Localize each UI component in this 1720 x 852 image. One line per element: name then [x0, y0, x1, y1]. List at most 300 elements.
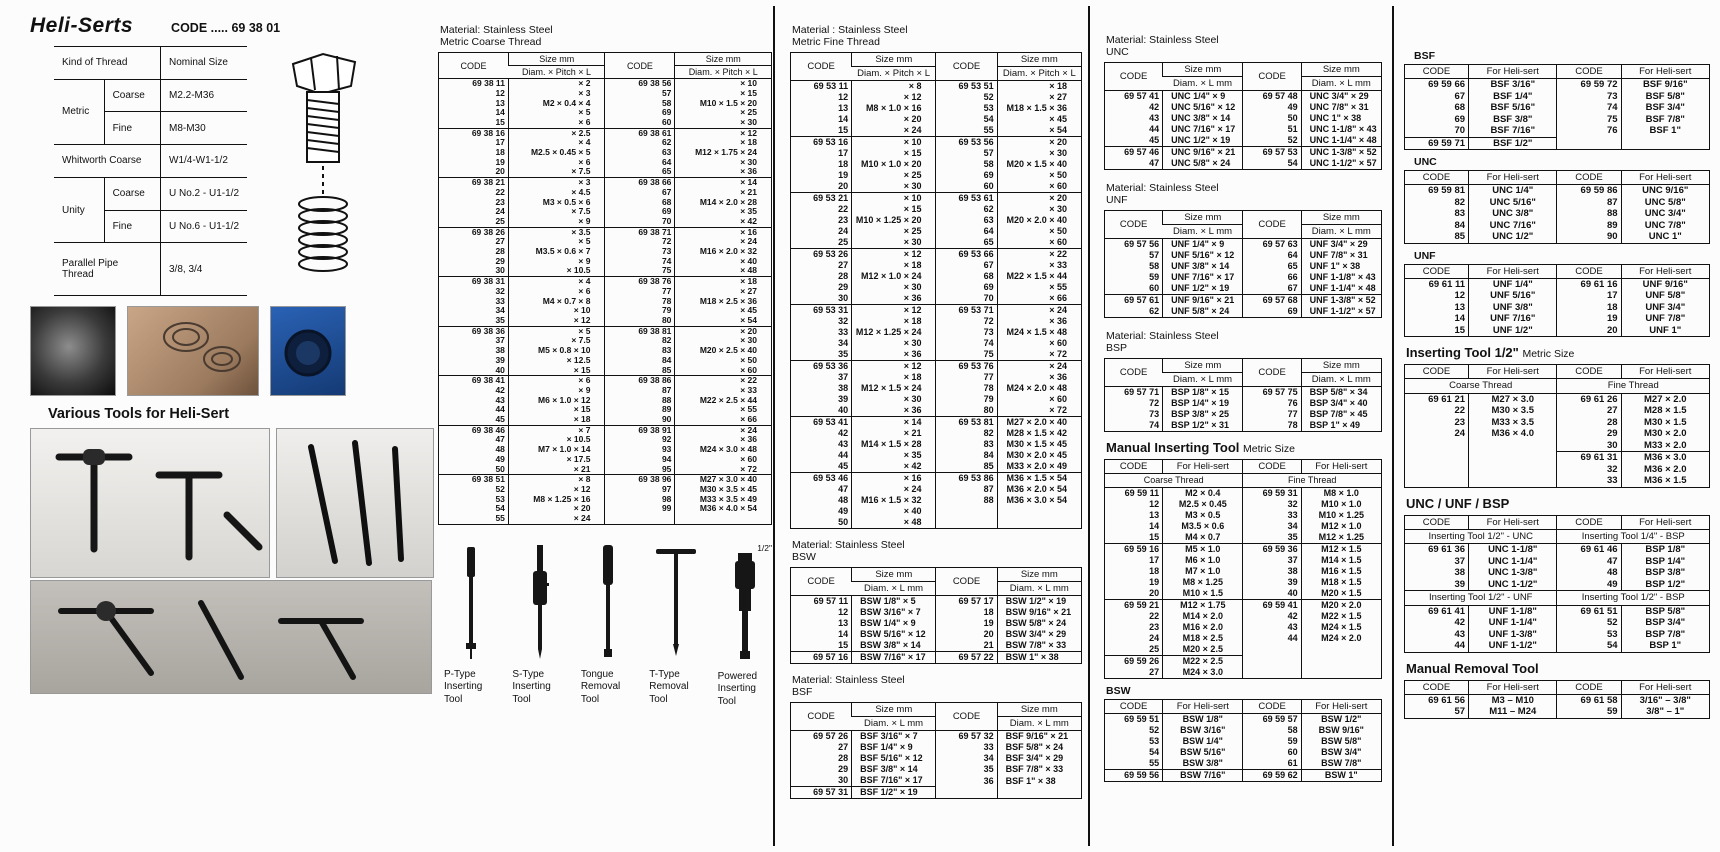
code-cell: 69 61 58: [1557, 694, 1621, 706]
code-cell: 69 53 81: [936, 417, 997, 429]
column-header: For Heli-sert: [1621, 365, 1709, 379]
size-cell: × 16: [675, 227, 772, 237]
size-cell: × 6: [508, 118, 605, 128]
size-cell: 3/8, 3/4: [161, 243, 248, 296]
size-cell: BSW 5/16": [1163, 747, 1243, 758]
code-cell: 29: [1557, 428, 1621, 440]
size-cell: M30 × 3.5: [1469, 405, 1557, 417]
size-cell: BSF 3/4" × 29: [997, 753, 1081, 764]
size-cell: BSF 7/8" × 33: [997, 764, 1081, 775]
column-header: Diam. × L mm: [997, 717, 1081, 731]
code-cell: 14: [1454, 313, 1466, 324]
code-cell: 14: [1149, 521, 1160, 532]
code-cell: 99: [605, 504, 675, 514]
size-cell: × 54: [997, 125, 1081, 137]
size-cell: × 40: [675, 257, 772, 267]
column-header: For Heli-sert: [1469, 65, 1557, 79]
size-cell: UNF 1/2" × 19: [1163, 283, 1243, 295]
bsw-table: [790, 567, 1082, 664]
size-cell: M14 × 2.0: [1163, 611, 1243, 622]
size-cell: × 12: [852, 361, 936, 373]
size-cell: M2.2-M36: [161, 79, 248, 112]
data-table: [790, 567, 1082, 664]
thread-kind-cell: Whitworth Coarse: [54, 145, 161, 178]
column-header: Diam. × Pitch × L: [675, 66, 772, 79]
size-cell: UNF 5/8": [1621, 290, 1709, 302]
column-header: Size mm: [1163, 359, 1243, 373]
size-cell: UNC 1-1/4" × 48: [1301, 135, 1381, 147]
t-type-removal-tool-icon: [654, 543, 698, 661]
code-cell: 45: [1149, 135, 1160, 146]
code-cell: 69 38 41: [439, 376, 509, 386]
code-cell: 70: [936, 293, 997, 305]
size-cell: × 30: [852, 394, 936, 405]
column-header: CODE: [1405, 264, 1469, 278]
code-cell: 57: [1454, 706, 1466, 717]
unc-unf-bsp-section: [1104, 34, 1382, 782]
code-cell: 69 38 16: [439, 128, 509, 138]
code-cell: 43: [1454, 628, 1466, 640]
code-cell: 37: [1243, 555, 1301, 566]
code-cell: 18: [838, 159, 849, 170]
size-cell: × 10: [508, 306, 605, 316]
code-cell: 59: [1243, 736, 1301, 747]
column-header: CODE: [1557, 264, 1621, 278]
size-cell: M3.5 × 0.6 × 7: [508, 247, 605, 257]
size-cell: UNF 7/16": [1469, 313, 1557, 325]
size-cell: × 21: [675, 188, 772, 198]
tool-set-photo-2: [276, 428, 434, 578]
code-cell: 69 38 96: [605, 475, 675, 485]
code-cell: 75: [936, 349, 997, 361]
size-cell: × 5: [508, 237, 605, 247]
column-header: For Heli-sert: [1469, 171, 1557, 185]
code-cell: 17: [838, 148, 849, 159]
size-cell: M27 × 2.0: [1621, 393, 1709, 405]
code-cell: [936, 517, 997, 529]
size-cell: BSW 1/4": [1163, 736, 1243, 747]
data-table: [1104, 210, 1382, 318]
code-cell: 69 57 11: [791, 596, 852, 608]
size-cell: UNF 1/4": [1469, 278, 1557, 290]
size-cell: BSP 3/4" × 40: [1301, 398, 1381, 409]
code-cell: 69 38 91: [605, 425, 675, 435]
code-cell: 20: [1149, 588, 1160, 599]
code-cell: 69: [936, 282, 997, 293]
code-cell: 69 57 63: [1243, 239, 1301, 251]
code-cell: 22: [1149, 611, 1160, 622]
code-cell: 82: [605, 336, 675, 346]
size-cell: × 24: [852, 484, 936, 495]
size-cell: × 36: [852, 293, 936, 305]
code-cell: 84: [605, 356, 675, 366]
thread-type-title: UNF: [1106, 194, 1128, 207]
code-cell: 69 59 26: [1105, 656, 1163, 668]
code-cell: 27: [1149, 667, 1160, 678]
size-cell: M36 × 4.0 × 54: [675, 504, 772, 514]
code-cell: 62: [936, 204, 997, 215]
code-cell: 69 53 66: [936, 249, 997, 261]
code-cell: 54: [936, 114, 997, 125]
size-cell: BSW 7/8": [1301, 758, 1381, 770]
code-cell: 52: [936, 92, 997, 103]
code-cell: 69: [936, 170, 997, 181]
size-cell: BSP 1/8" × 15: [1163, 387, 1243, 399]
column-header: Size mm: [997, 53, 1081, 67]
code-cell: 20: [1557, 325, 1621, 337]
size-cell: M14 × 1.5 × 28: [852, 439, 936, 450]
code-cell: 60: [1149, 283, 1160, 294]
band-title: Inserting Tool 1/2" - BSP: [1557, 591, 1710, 606]
code-cell: 67: [605, 188, 675, 198]
size-cell: × 42: [852, 461, 936, 473]
code-cell: 27: [1557, 405, 1621, 417]
column-header: CODE: [1557, 365, 1621, 379]
size-cell: BSF 5/8": [1621, 91, 1709, 103]
unc-table: [1104, 62, 1382, 170]
size-cell: BSF 7/16" × 17: [852, 775, 936, 787]
code-cell: 77: [1243, 409, 1301, 420]
code-cell: 69 57 48: [1243, 91, 1301, 103]
size-cell: × 18: [997, 81, 1081, 93]
code-cell: 39: [1454, 578, 1466, 590]
size-cell: M20 × 2.0 × 40: [997, 215, 1081, 226]
code-cell: 33: [1557, 475, 1621, 487]
material-title: Material: Stainless Steel: [1106, 34, 1219, 46]
code-cell: 43: [495, 395, 505, 405]
code-cell: 93: [605, 445, 675, 455]
code-cell: 69 61 16: [1557, 278, 1621, 290]
code-cell: 69 57 71: [1105, 387, 1163, 399]
code-cell: 50: [838, 517, 849, 528]
size-cell: BSP 3/8" × 25: [1163, 409, 1243, 420]
column-header: Size mm: [852, 53, 936, 67]
band-title: Inserting Tool 1/4" - BSP: [1557, 529, 1710, 544]
code-cell: 53: [936, 103, 997, 114]
code-cell: 65: [1243, 261, 1301, 272]
size-cell: BSW 1/8": [1163, 714, 1243, 726]
size-cell: BSF 5/8" × 24: [997, 742, 1081, 753]
size-cell: × 30: [852, 237, 936, 249]
code-cell: 73: [936, 327, 997, 338]
code-cell: 78: [936, 383, 997, 394]
code-cell: 85: [605, 366, 675, 376]
thread-kind-cell: Coarse: [104, 79, 160, 112]
column-divider: [1392, 6, 1394, 846]
code-cell: 64: [1243, 250, 1301, 261]
column-header: Kind of Thread: [54, 47, 161, 80]
code-cell: 42: [838, 428, 849, 439]
size-cell: M16 × 2.0 × 32: [675, 247, 772, 257]
code-cell: 69 53 11: [791, 81, 852, 93]
size-cell: BSP 3/8": [1621, 567, 1709, 579]
code-cell: 28: [1557, 417, 1621, 429]
size-cell: × 60: [675, 455, 772, 465]
size-cell: M2 × 0.4: [1163, 488, 1243, 500]
code-cell: 49: [1243, 102, 1301, 113]
code-cell: 69: [1243, 306, 1301, 318]
code-cell: 72: [936, 316, 997, 327]
code-cell: 58: [605, 99, 675, 109]
size-cell: [997, 517, 1081, 529]
size-cell: × 66: [675, 415, 772, 425]
code-cell: 37: [838, 372, 849, 383]
code-cell: 67: [1454, 90, 1466, 102]
column-header: Size mm: [508, 53, 605, 66]
code-cell: 69 59 71: [1405, 137, 1469, 150]
size-cell: UNC 3/4" × 29: [1301, 91, 1381, 103]
column-header: CODE: [1243, 460, 1301, 474]
size-cell: × 36: [675, 167, 772, 177]
size-cell: × 10: [852, 193, 936, 205]
size-cell: × 45: [997, 114, 1081, 125]
insert-coils-icon: [128, 307, 258, 395]
column-header: CODE: [1557, 680, 1621, 694]
column-header: Diam. × L mm: [997, 582, 1081, 596]
size-cell: × 40: [852, 506, 936, 517]
size-cell: BSW 3/16" × 7: [852, 607, 936, 618]
size-cell: × 18: [675, 277, 772, 287]
code-cell: 20: [838, 181, 849, 192]
size-cell: BSP 1/2" × 31: [1163, 420, 1243, 432]
column-header: CODE: [1243, 700, 1301, 714]
code-cell: 63: [605, 148, 675, 158]
size-cell: UNF 1-1/8": [1469, 605, 1557, 617]
column-header: For Heli-sert: [1469, 365, 1557, 379]
size-cell: × 24: [508, 514, 605, 524]
size-cell: × 20: [508, 504, 605, 514]
code-cell: 64: [605, 158, 675, 168]
code-cell: 65: [605, 167, 675, 177]
code-cell: 87: [605, 386, 675, 396]
size-cell: BSP 1" × 49: [1301, 420, 1381, 432]
size-cell: UNF 1-1/4": [1469, 617, 1557, 629]
size-cell: UNF 1-1/2": [1469, 640, 1557, 652]
code-cell: 38: [1454, 567, 1466, 578]
size-cell: × 7.5: [508, 336, 605, 346]
bsf-inserting-table: [1404, 64, 1710, 150]
column-header: Diam. × L mm: [852, 582, 936, 596]
size-cell: BSW 9/16": [1301, 725, 1381, 736]
size-cell: M27 × 2.0 × 40: [997, 417, 1081, 429]
column-header: Size mm: [675, 53, 772, 66]
material-title: Material : Stainless Steel: [792, 24, 908, 36]
size-cell: × 4: [508, 277, 605, 287]
size-cell: × 48: [852, 517, 936, 529]
data-table: [1104, 62, 1382, 170]
code-cell: 34: [838, 338, 849, 349]
size-cell: BSW 1/8" × 5: [852, 596, 936, 608]
code-cell: 39: [838, 394, 849, 405]
size-cell: UNC 3/8": [1469, 208, 1557, 220]
code-cell: [1405, 440, 1469, 452]
size-cell: UNF 7/8": [1621, 313, 1709, 325]
size-cell: BSF 3/16": [1469, 79, 1557, 91]
column-header: CODE: [936, 703, 997, 731]
size-cell: × 60: [997, 181, 1081, 193]
powered-tool-size-label: 1/2": [757, 542, 773, 553]
code-cell: 69 38 86: [605, 376, 675, 386]
code-cell: 69 61 36: [1405, 544, 1469, 556]
code-cell: 32: [1243, 499, 1301, 510]
code-cell: 52: [1243, 135, 1301, 147]
size-cell: M12 × 1.75: [1163, 600, 1243, 612]
size-cell: M24 × 2.0: [1301, 633, 1381, 644]
code-cell: 14: [838, 629, 849, 640]
size-cell: × 24: [852, 125, 936, 137]
thread-type-title: BSF: [792, 686, 813, 699]
code-cell: 35: [495, 316, 505, 325]
size-cell: × 25: [675, 108, 772, 118]
size-cell: × 36: [675, 435, 772, 445]
size-cell: × 36: [997, 372, 1081, 383]
size-cell: BSP 5/8": [1621, 605, 1709, 617]
code-cell: 69 57 53: [1243, 147, 1301, 159]
code-cell: 63: [936, 215, 997, 226]
helicoil-insert-photo: [30, 306, 116, 396]
code-cell: 55: [1149, 758, 1160, 769]
size-cell: × 20: [852, 114, 936, 125]
code-cell: 69 53 86: [936, 473, 997, 485]
code-cell: 62: [1149, 306, 1160, 317]
size-cell: [1301, 656, 1381, 668]
code-cell: 52: [1149, 725, 1160, 736]
column-header: CODE: [439, 53, 509, 79]
size-cell: UNF 3/8" × 14: [1163, 261, 1243, 272]
code-cell: 17: [1149, 555, 1160, 566]
size-cell: × 18: [852, 260, 936, 271]
tool-figure: [649, 543, 703, 709]
size-cell: × 45: [675, 306, 772, 316]
size-cell: × 24: [997, 361, 1081, 373]
size-cell: UNC 7/16" × 17: [1163, 124, 1243, 135]
unc-label: UNC: [1414, 156, 1437, 168]
code-cell: 15: [838, 125, 849, 136]
size-cell: U No.2 - U1-1/2: [161, 177, 248, 210]
size-cell: × 50: [997, 226, 1081, 237]
threaded-hole-icon: [271, 307, 345, 395]
column-header: Diam. × L mm: [1301, 77, 1381, 91]
column-header: Diam. × Pitch × L: [997, 67, 1081, 81]
size-cell: M33 × 3.5 × 49: [675, 495, 772, 505]
size-cell: × 2: [508, 79, 605, 89]
code-cell: 34: [936, 753, 997, 764]
size-cell: BSF 1": [1621, 125, 1709, 137]
bsf-table: [790, 702, 1082, 799]
code-cell: 85: [936, 461, 997, 473]
size-cell: 3/8" – 1": [1621, 706, 1709, 718]
code-cell: 87: [1557, 197, 1621, 209]
size-cell: BSW 5/16" × 12: [852, 629, 936, 640]
code-cell: 34: [495, 306, 505, 316]
code-cell: 77: [936, 372, 997, 383]
tool-figure: [581, 543, 635, 709]
code-cell: 23: [838, 215, 849, 226]
metric-coarse-table: [438, 52, 772, 525]
column-header: For Heli-sert: [1621, 680, 1709, 694]
size-cell: M8 × 1.25: [1163, 577, 1243, 588]
tool-tables-section: [1404, 44, 1710, 719]
code-cell: 73: [1557, 91, 1621, 103]
code-cell: 45: [495, 415, 505, 425]
code-cell: 69 59 72: [1557, 79, 1621, 91]
thread-kind-cell: Coarse: [104, 177, 160, 210]
column-header: For Heli-sert: [1621, 171, 1709, 185]
code-cell: 43: [1243, 622, 1301, 633]
column-header: For Heli-sert: [1621, 264, 1709, 278]
column-header: For Heli-sert: [1621, 65, 1709, 79]
code-cell: 59: [1149, 272, 1160, 283]
size-cell: UNF 1-3/8" × 52: [1301, 295, 1381, 307]
column-header: CODE: [1105, 700, 1163, 714]
size-cell: M24 × 2.0 × 48: [997, 383, 1081, 394]
size-cell: BSW 1" × 38: [997, 652, 1081, 664]
code-cell: 69 59 62: [1243, 770, 1301, 782]
thread-type-title: BSP: [1106, 342, 1128, 355]
code-cell: 18: [495, 148, 505, 158]
size-cell: M10 × 1.5 × 20: [675, 99, 772, 109]
size-cell: M24 × 1.5 × 48: [997, 327, 1081, 338]
code-cell: 53: [1149, 736, 1160, 747]
code-cell: 69 53 36: [791, 361, 852, 373]
size-cell: × 54: [675, 316, 772, 326]
product-code: CODE ..... 69 38 01: [171, 21, 281, 35]
code-cell: 38: [495, 346, 505, 356]
unf-label: UNF: [1414, 249, 1436, 262]
size-cell: UNC 9/16": [1621, 185, 1709, 197]
size-cell: × 50: [675, 356, 772, 366]
code-cell: 82: [1454, 196, 1466, 208]
size-cell: × 30: [997, 148, 1081, 159]
code-cell: 38: [1243, 566, 1301, 577]
size-cell: [1301, 644, 1381, 656]
code-cell: 57: [936, 148, 997, 159]
size-cell: UNC 9/16" × 21: [1163, 147, 1243, 159]
code-cell: 88: [1557, 208, 1621, 220]
code-cell: 53: [1557, 629, 1621, 641]
size-cell: × 30: [997, 204, 1081, 215]
page-title: Heli-Serts: [30, 14, 134, 37]
code-cell: [1243, 656, 1301, 668]
size-cell: × 30: [852, 338, 936, 349]
size-cell: BSF 3/8" × 14: [852, 764, 936, 775]
code-cell: 50: [495, 464, 505, 474]
size-cell: UNC 1/2": [1469, 231, 1557, 243]
size-cell: M18 × 2.5 × 36: [675, 297, 772, 307]
code-cell: 49: [1557, 579, 1621, 591]
size-cell: UNF 1-3/8": [1469, 629, 1557, 641]
size-cell: UNF 7/8" × 31: [1301, 250, 1381, 261]
code-cell: 21: [936, 640, 997, 652]
size-cell: BSF 1/2" × 19: [852, 787, 936, 799]
size-cell: M12 × 1.0 × 24: [852, 271, 936, 282]
metric-coarse-section: [438, 24, 772, 708]
size-cell: BSF 3/16" × 7: [852, 731, 936, 743]
size-cell: BSW 1/2": [1301, 714, 1381, 726]
code-cell: 48: [1557, 567, 1621, 579]
size-cell: UNF 5/8" × 24: [1163, 306, 1243, 318]
code-cell: 69 53 41: [791, 417, 852, 429]
size-cell: × 15: [508, 405, 605, 415]
size-cell: × 12: [852, 305, 936, 317]
code-cell: 35: [936, 764, 997, 775]
tool-set-photo-1: [30, 428, 270, 578]
size-cell: [1469, 440, 1557, 452]
code-cell: 87: [936, 484, 997, 495]
size-cell: × 12: [508, 485, 605, 495]
size-cell: M30 × 1.5 × 45: [997, 439, 1081, 450]
code-cell: 29: [838, 764, 849, 775]
